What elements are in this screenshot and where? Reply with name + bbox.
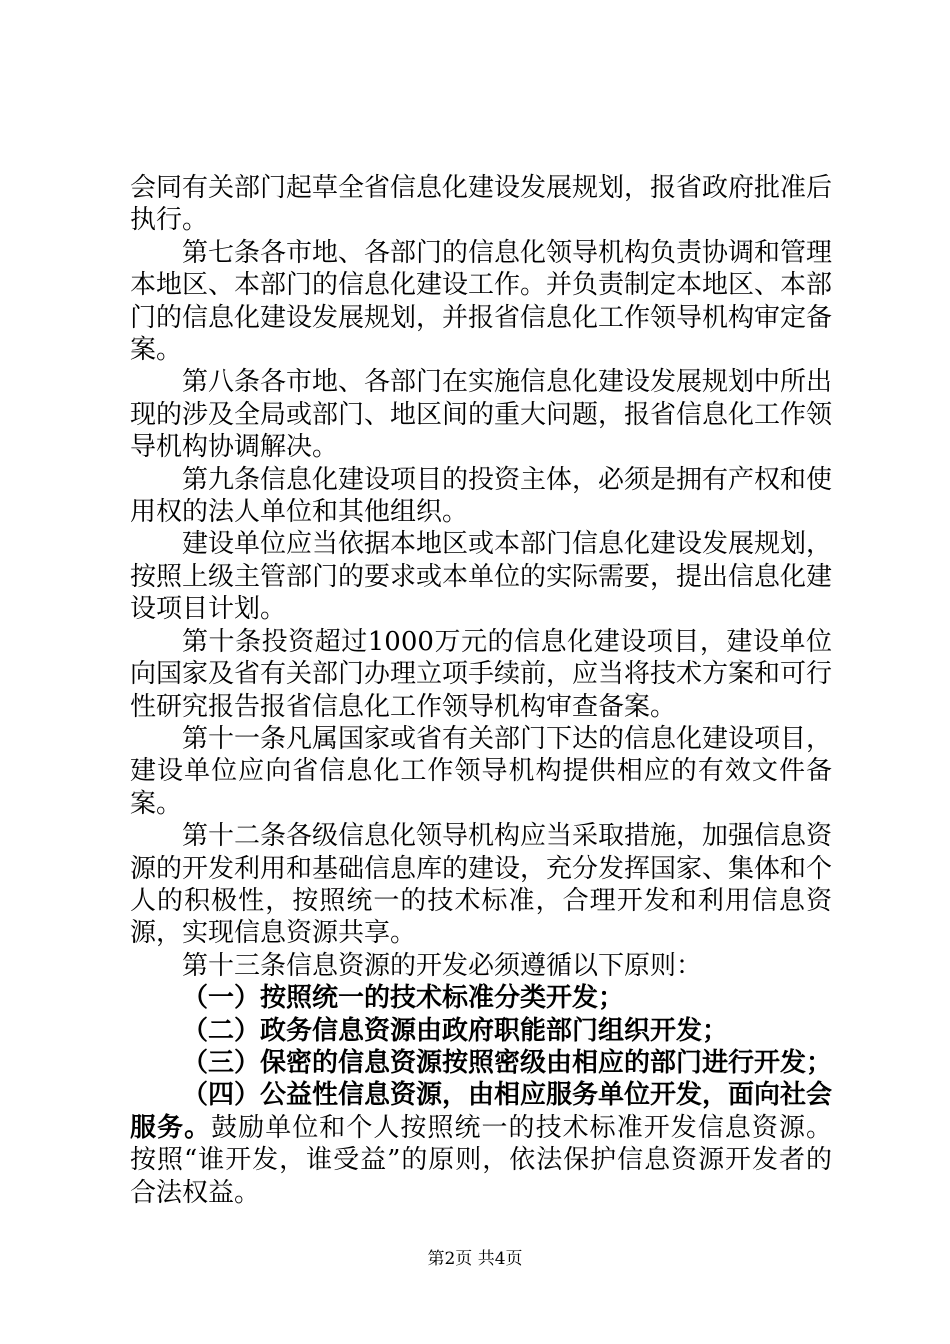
paragraph: 第九条信息化建设项目的投资主体，必须是拥有产权和使用权的法人单位和其他组织。 — [130, 464, 833, 528]
paragraph: 会同有关部门起草全省信息化建设发展规划，报省政府批准后执行。 — [130, 173, 833, 236]
paragraph-text: 鼓励单位和个人按照统一的技术标准开发信息资源。按照“谁开发，谁受益”的原则，依法保护信息资源开发者的合法权益。 — [130, 1112, 832, 1208]
paragraph: 建设单位应当依据本地区或本部门信息化建设发展规划，按照上级主管部门的要求或本单位的实际需要，提出信息化建设项目计划。 — [130, 529, 833, 625]
principle-item: （二）政务信息资源由政府职能部门组织开发； — [182, 1015, 729, 1046]
principle-item: （三）保密的信息资源按照密级由相应的部门进行开发； — [182, 1047, 833, 1078]
document-body — [130, 172, 832, 1209]
paragraph: 第十二条各级信息化领导机构应当采取措施，加强信息资源的开发利用和基础信息库的建设，充分发挥国家、集体和个人的积极性，按照统一的技术标准，合理开发和利用信息资源，实现信息资源共享。 — [130, 821, 833, 949]
paragraph: 第十三条信息资源的开发必须遵循以下原则： — [182, 950, 703, 981]
paragraph: 第七条各市地、各部门的信息化领导机构负责协调和管理本地区、本部门的信息化建设工作。并负责制定本地区、本部门的信息化建设发展规划，并报省信息化工作领导机构审定备案。 — [130, 237, 833, 366]
paragraph: 第八条各市地、各部门在实施信息化建设发展规划中所出现的涉及全局或部门、地区间的重大问题，报省信息化工作领导机构协调解决。 — [130, 367, 833, 463]
principle-item: （一）按照统一的技术标准分类开发； — [182, 983, 625, 1014]
page-footer: 第2页 共4页 — [427, 1249, 523, 1269]
principle-item: （四）公益性信息资源，由相应服务单位开发，面向社会服务。 — [130, 1080, 833, 1143]
paragraph: 第十条投资超过1000万元的信息化建设项目，建设单位向国家及省有关部门办理立项手续前，应当将技术方案和可行性研究报告报省信息化工作领导机构审查备案。 — [130, 626, 833, 722]
paragraph-last — [130, 1079, 832, 1209]
paragraph: 第十一条凡属国家或省有关部门下达的信息化建设项目，建设单位应向省信息化工作领导机构提供相应的有效文件备案。 — [130, 723, 833, 819]
